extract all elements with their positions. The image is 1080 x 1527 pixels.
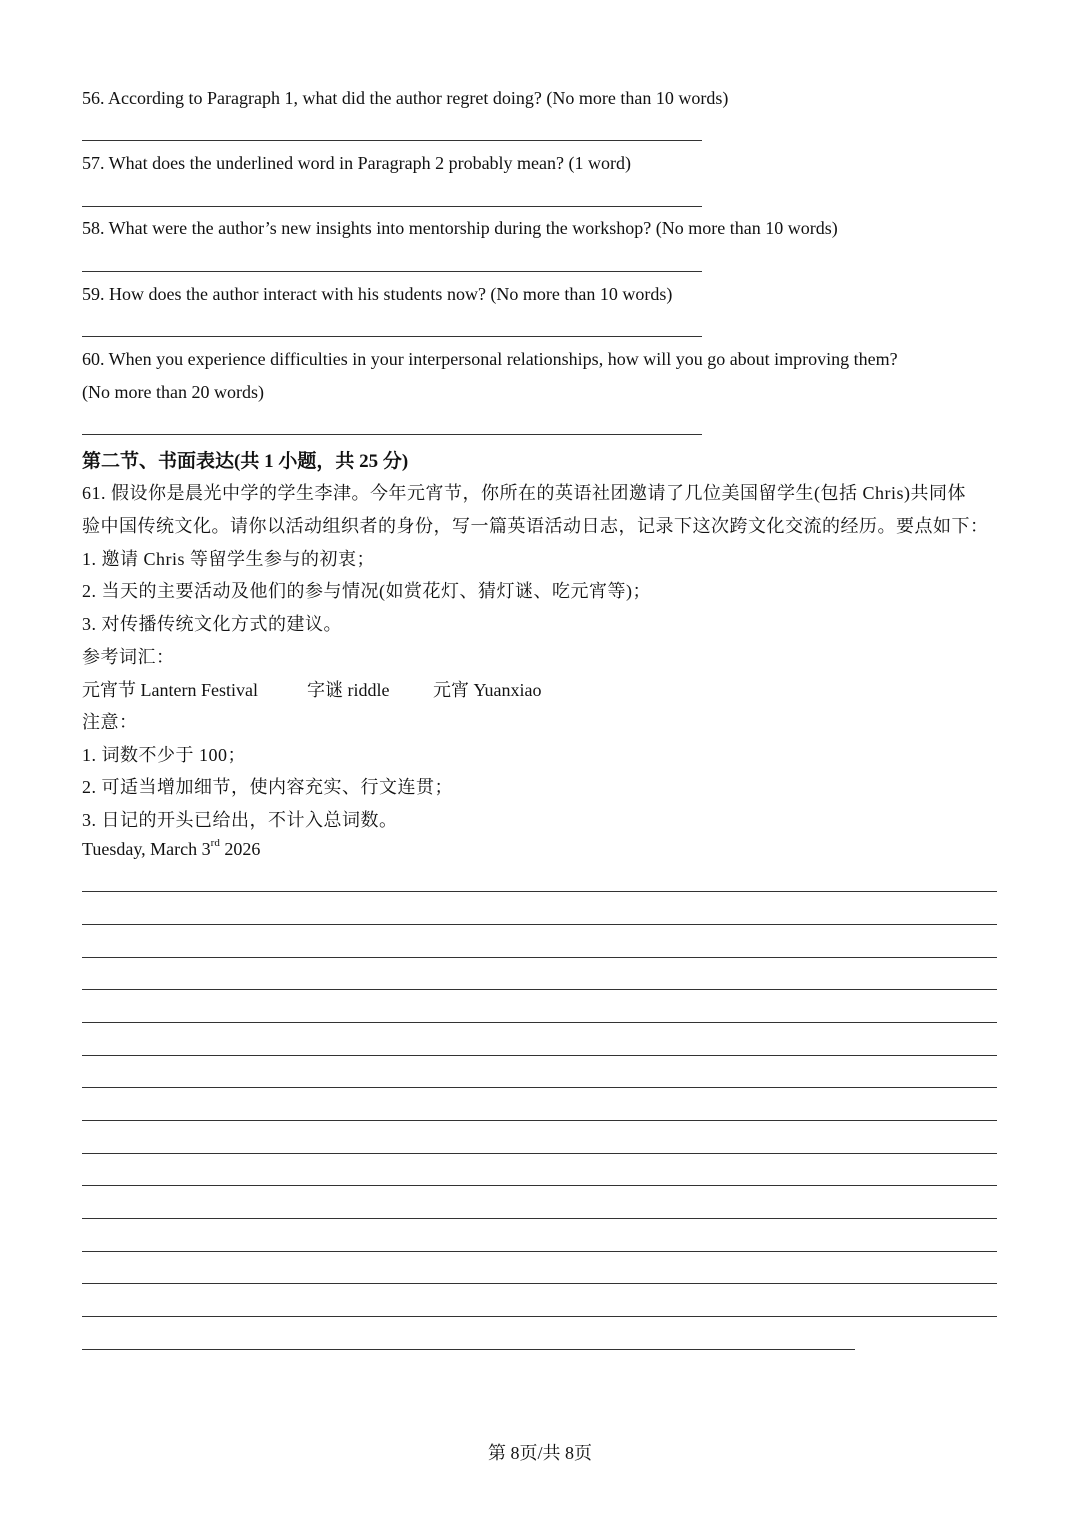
question-59: 59. How does the author interact with his students now? (No more than 10 words)	[82, 284, 673, 304]
writing-line[interactable]	[82, 1218, 997, 1219]
prompt-line-2: 验中国传统文化。请你以活动组织者的身份，写一篇英语活动日志，记录下这次跨文化交流的经历。要点如下：	[82, 516, 989, 536]
question-57: 57. What does the underlined word in Paragraph 2 probably mean? (1 word)	[82, 153, 632, 173]
vocab-label: 参考词汇：	[82, 647, 175, 667]
page-number: 第 8页/共 8页	[487, 1443, 592, 1463]
notes-label: 注意：	[82, 712, 138, 732]
answer-line-58[interactable]	[82, 271, 702, 272]
writing-line[interactable]	[82, 1283, 997, 1284]
writing-line[interactable]	[82, 1316, 997, 1317]
vocab-list	[82, 676, 541, 702]
question-60-line1: 60. When you experience difficulties in your interpersonal relationships, how will you go about improving them?	[82, 349, 898, 369]
date-year: 2026	[219, 839, 261, 859]
date-ordinal: rd	[210, 837, 220, 849]
note-3: 3. 日记的开头已给出，不计入总词数。	[82, 810, 398, 830]
writing-line[interactable]	[82, 1185, 997, 1186]
question-56: 56. According to Paragraph 1, what did the author regret doing? (No more than 10 words)	[82, 88, 729, 108]
writing-line[interactable]	[82, 1022, 997, 1023]
note-2: 2. 可适当增加细节，使内容充实、行文连贯；	[82, 777, 453, 797]
answer-line-59[interactable]	[82, 336, 702, 337]
point-3: 3. 对传播传统文化方式的建议。	[82, 614, 342, 634]
writing-line[interactable]	[82, 989, 997, 990]
point-1: 1. 邀请 Chris 等留学生参与的初衷；	[82, 549, 376, 569]
writing-line[interactable]	[82, 1251, 997, 1252]
diary-date	[82, 839, 260, 860]
note-1: 1. 词数不少于 100；	[82, 745, 246, 765]
prompt-line-1: 61. 假设你是晨光中学的学生李津。今年元宵节，你所在的英语社团邀请了几位美国留学生(包括 Chris)共同体	[82, 483, 966, 503]
section-heading: 第二节、书面表达(共 1 小题，共 25 分)	[82, 451, 409, 472]
point-2: 2. 当天的主要活动及他们的参与情况(如赏花灯、猜灯谜、吃元宵等)；	[82, 581, 651, 601]
question-58: 58. What were the author’s new insights into mentorship during the workshop? (No more than 10 words)	[82, 218, 838, 238]
writing-line[interactable]	[82, 891, 997, 892]
answer-line-57[interactable]	[82, 206, 702, 207]
writing-line[interactable]	[82, 1153, 997, 1154]
writing-line[interactable]	[82, 1087, 997, 1088]
writing-line[interactable]	[82, 1120, 997, 1121]
answer-line-60[interactable]	[82, 434, 702, 435]
vocab-item: 元宵节 Lantern Festival	[82, 680, 258, 700]
writing-line[interactable]	[82, 924, 997, 925]
writing-line[interactable]	[82, 1055, 997, 1056]
date-prefix: Tuesday, March 3	[82, 839, 211, 859]
writing-line[interactable]	[82, 957, 997, 958]
writing-line[interactable]	[82, 1349, 855, 1350]
answer-line-56[interactable]	[82, 140, 702, 141]
vocab-item: 字谜 riddle	[307, 680, 390, 700]
question-60-line2: (No more than 20 words)	[82, 382, 264, 402]
vocab-item: 元宵 Yuanxiao	[433, 680, 542, 700]
